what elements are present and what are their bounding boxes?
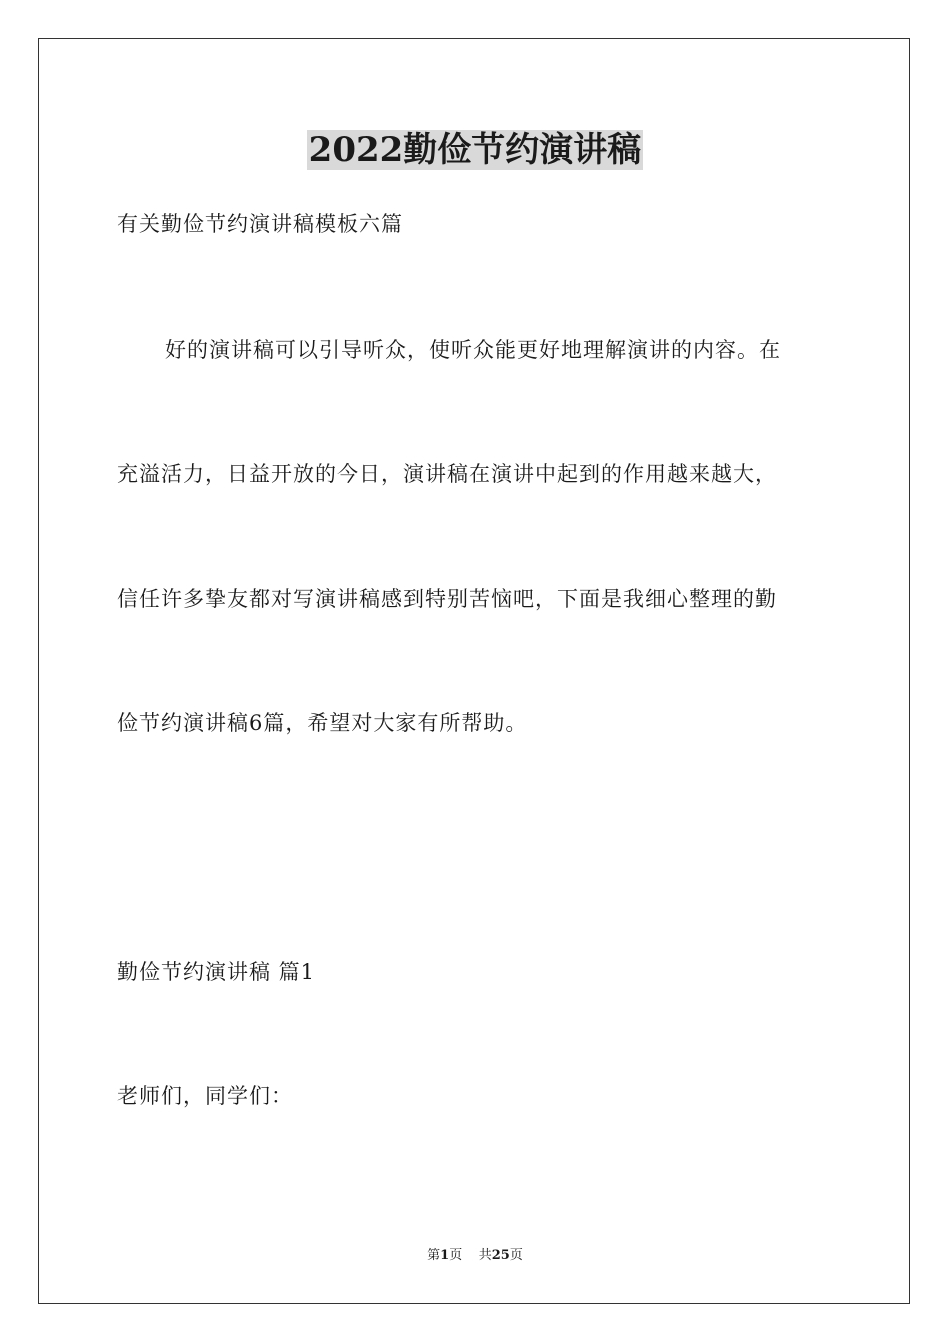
page-footer <box>0 1247 950 1265</box>
footer-page-suffix: 页 <box>449 1248 463 1263</box>
footer-total-prefix: 共 <box>478 1248 492 1263</box>
footer-page-number: 1 <box>440 1248 450 1263</box>
document-title-text: 2022勤俭节约演讲稿 <box>308 130 642 170</box>
section-heading: 勤俭节约演讲稿 篇1 <box>117 960 316 984</box>
document-subtitle: 有关勤俭节约演讲稿模板六篇 <box>117 212 403 236</box>
intro-line-4: 俭节约演讲稿6篇，希望对大家有所帮助。 <box>117 711 528 735</box>
document-title <box>0 128 950 172</box>
intro-line-1: 好的演讲稿可以引导听众，使听众能更好地理解演讲的内容。在 <box>165 338 781 362</box>
intro-line-2: 充溢活力，日益开放的今日，演讲稿在演讲中起到的作用越来越大， <box>117 462 777 486</box>
salutation: 老师们，同学们： <box>117 1084 293 1108</box>
footer-total-pages: 25 <box>491 1248 510 1263</box>
intro-line-3: 信任许多挚友都对写演讲稿感到特别苦恼吧，下面是我细心整理的勤 <box>117 587 777 611</box>
footer-total-suffix: 页 <box>509 1248 523 1263</box>
footer-page-prefix: 第 <box>427 1248 441 1263</box>
